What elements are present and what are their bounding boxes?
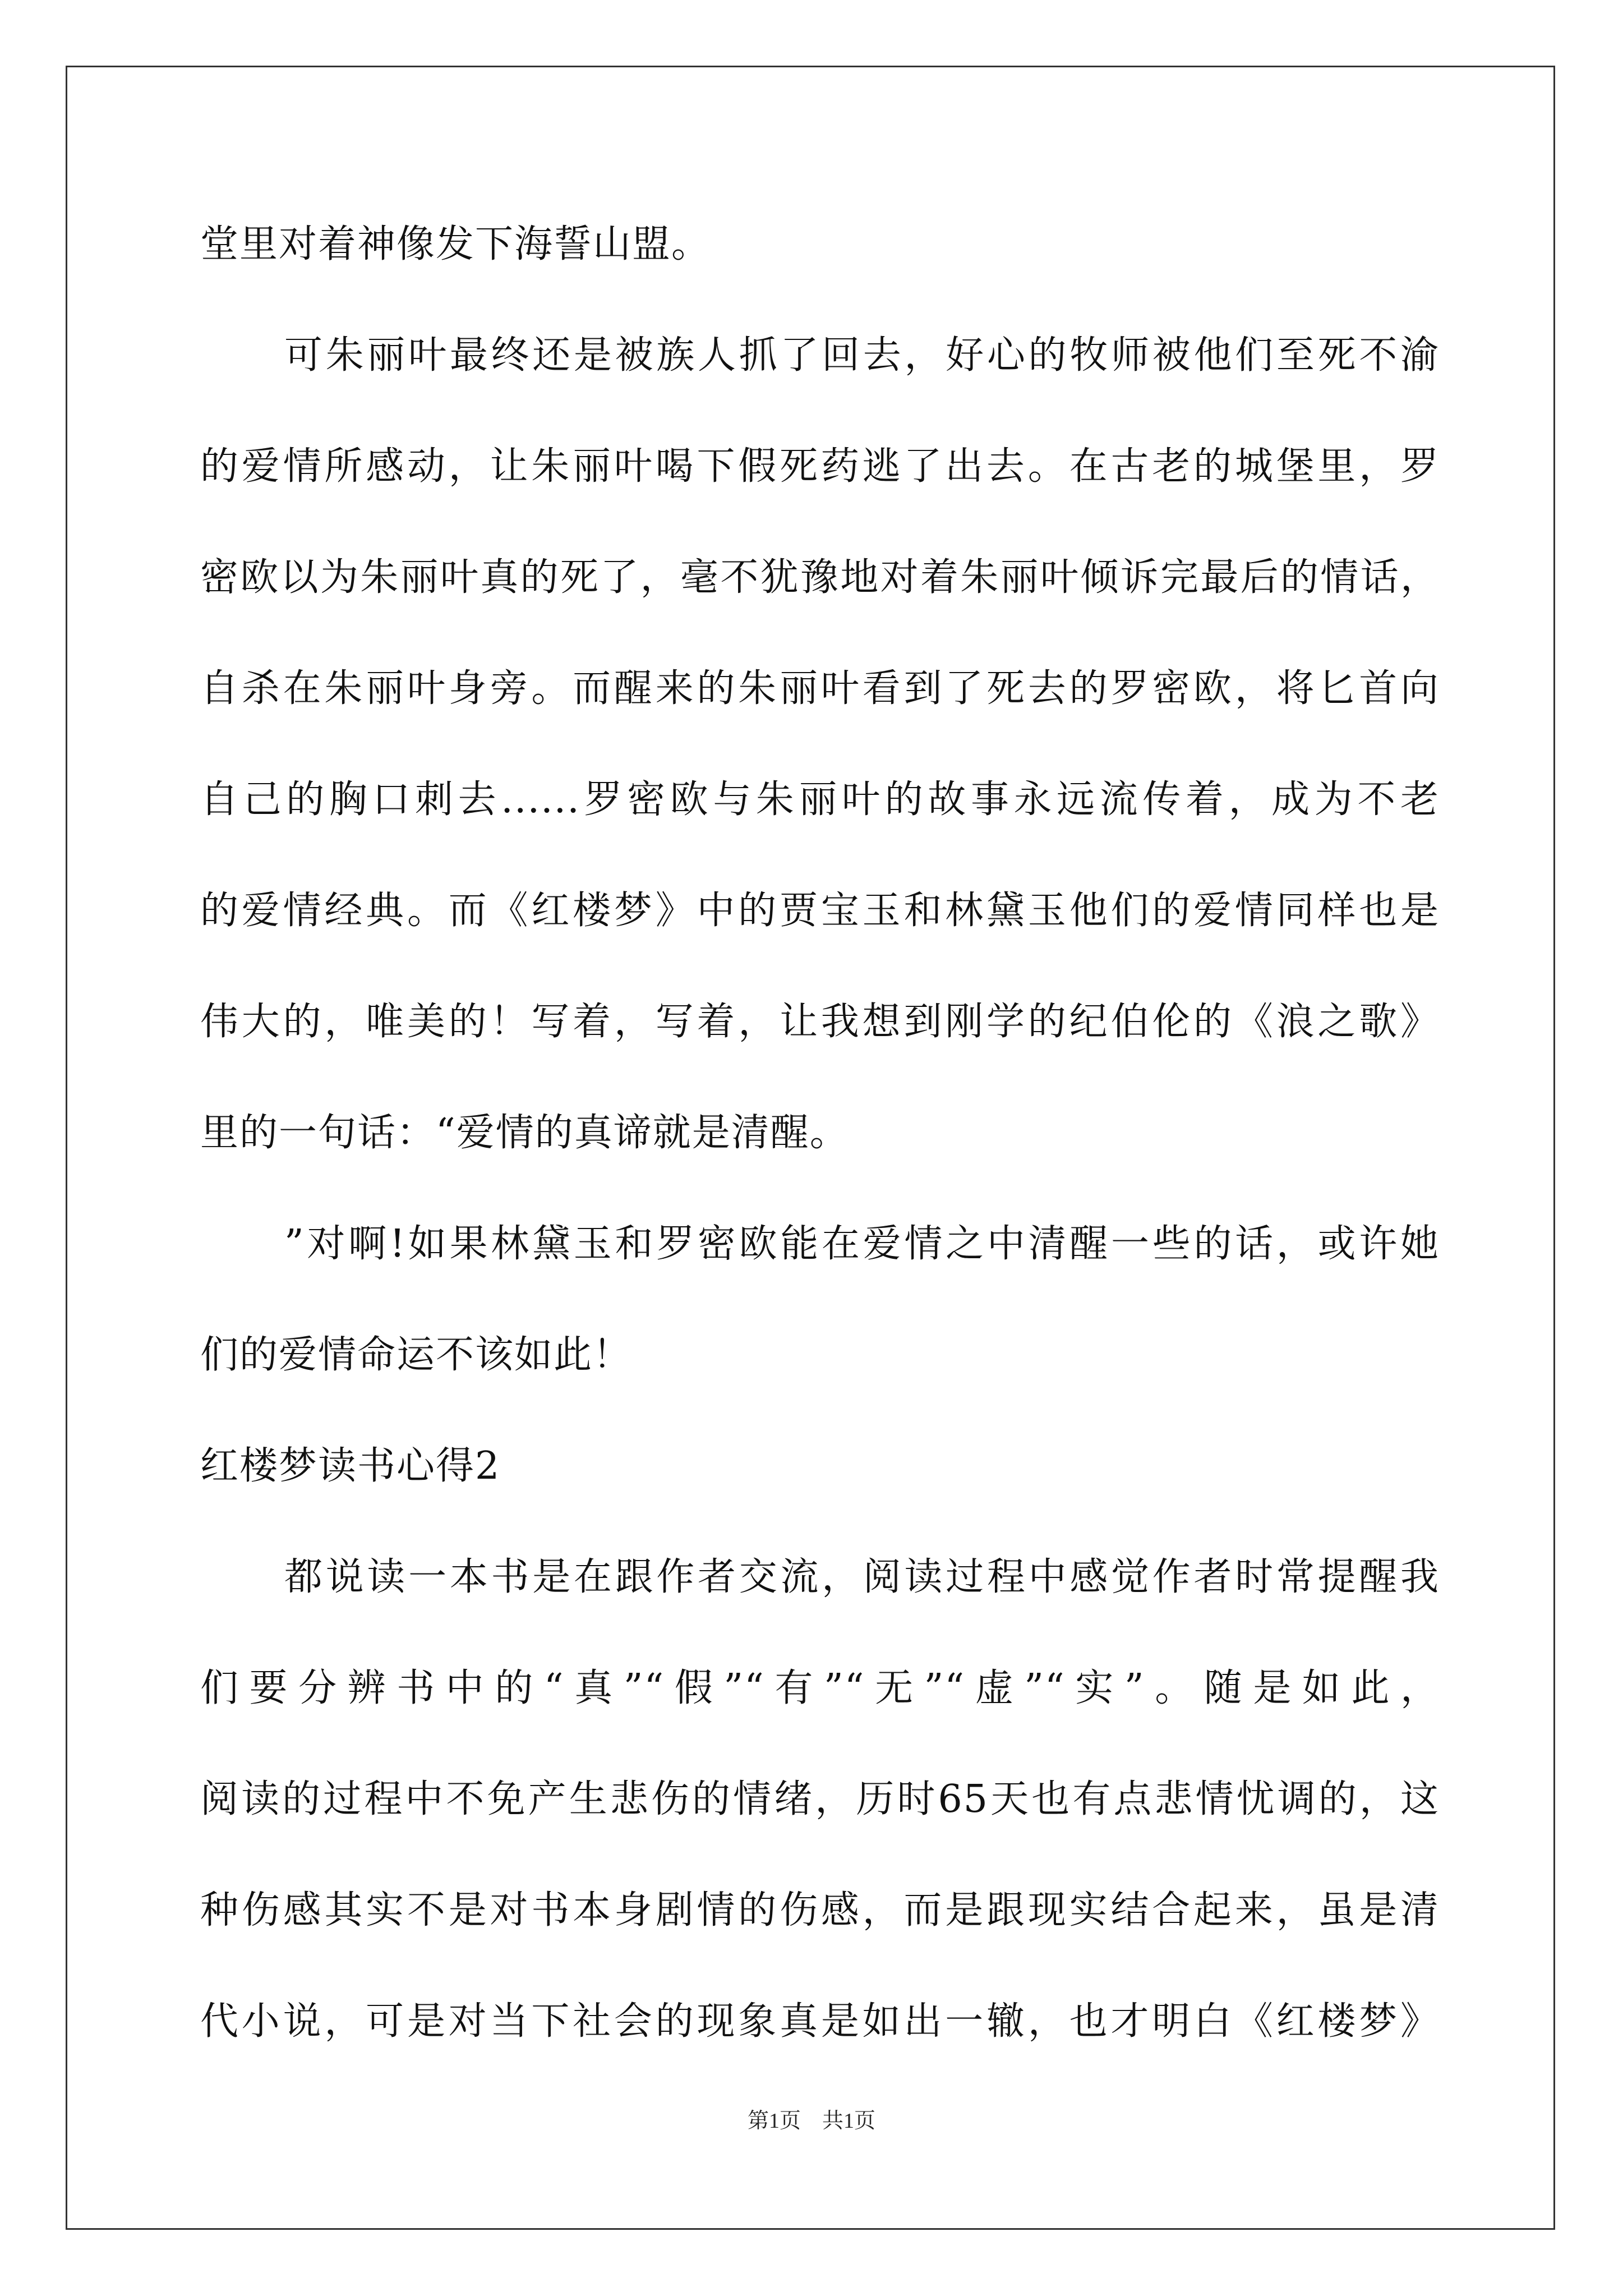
text-line: 阅读的过程中不免产生悲伤的情绪，历时65天也有点悲情忧调的，这: [200, 1777, 1440, 1821]
text-line: 堂里对着神像发下海誓山盟。: [200, 222, 711, 266]
section-heading: 红楼梦读书心得2: [200, 1444, 501, 1488]
text-line: 们的爱情命运不该如此！: [200, 1333, 633, 1377]
text-line: 种伤感其实不是对书本身剧情的伤感，而是跟现实结合起来，虽是清: [200, 1888, 1440, 1932]
paragraph-first-line: 都说读一本书是在跟作者交流，阅读过程中感觉作者时常提醒我: [284, 1555, 1440, 1599]
text-line: 密欧以为朱丽叶真的死了，毫不犹豫地对着朱丽叶倾诉完最后的情话，: [200, 555, 1440, 600]
paragraph-first-line: 可朱丽叶最终还是被族人抓了回去，好心的牧师被他们至死不渝: [284, 333, 1440, 378]
text-line: 的爱情所感动，让朱丽叶喝下假死药逃了出去。在古老的城堡里，罗: [200, 444, 1440, 489]
text-line: 自杀在朱丽叶身旁。而醒来的朱丽叶看到了死去的罗密欧，将匕首向: [200, 666, 1440, 711]
text-line: 伟大的，唯美的！写着，写着，让我想到刚学的纪伯伦的《浪之歌》: [200, 1000, 1440, 1044]
text-line: 的爱情经典。而《红楼梦》中的贾宝玉和林黛玉他们的爱情同样也是: [200, 889, 1440, 933]
text-line: 自己的胸口刺去......罗密欧与朱丽叶的故事永远流传着，成为不老: [200, 777, 1440, 822]
text-line: 里的一句话：“爱情的真谛就是清醒。: [200, 1111, 849, 1155]
paragraph-first-line: ”对啊!如果林黛玉和罗密欧能在爱情之中清醒一些的话，或许她: [284, 1222, 1440, 1266]
text-line: 代小说，可是对当下社会的现象真是如出一辙，也才明白《红楼梦》: [200, 1999, 1440, 2044]
text-line: 们要分辨书中的“真”“假”“有”“无”“虚”“实”。随是如此，: [200, 1666, 1440, 1710]
page-number-footer: 第1页 共1页: [747, 2109, 875, 2133]
